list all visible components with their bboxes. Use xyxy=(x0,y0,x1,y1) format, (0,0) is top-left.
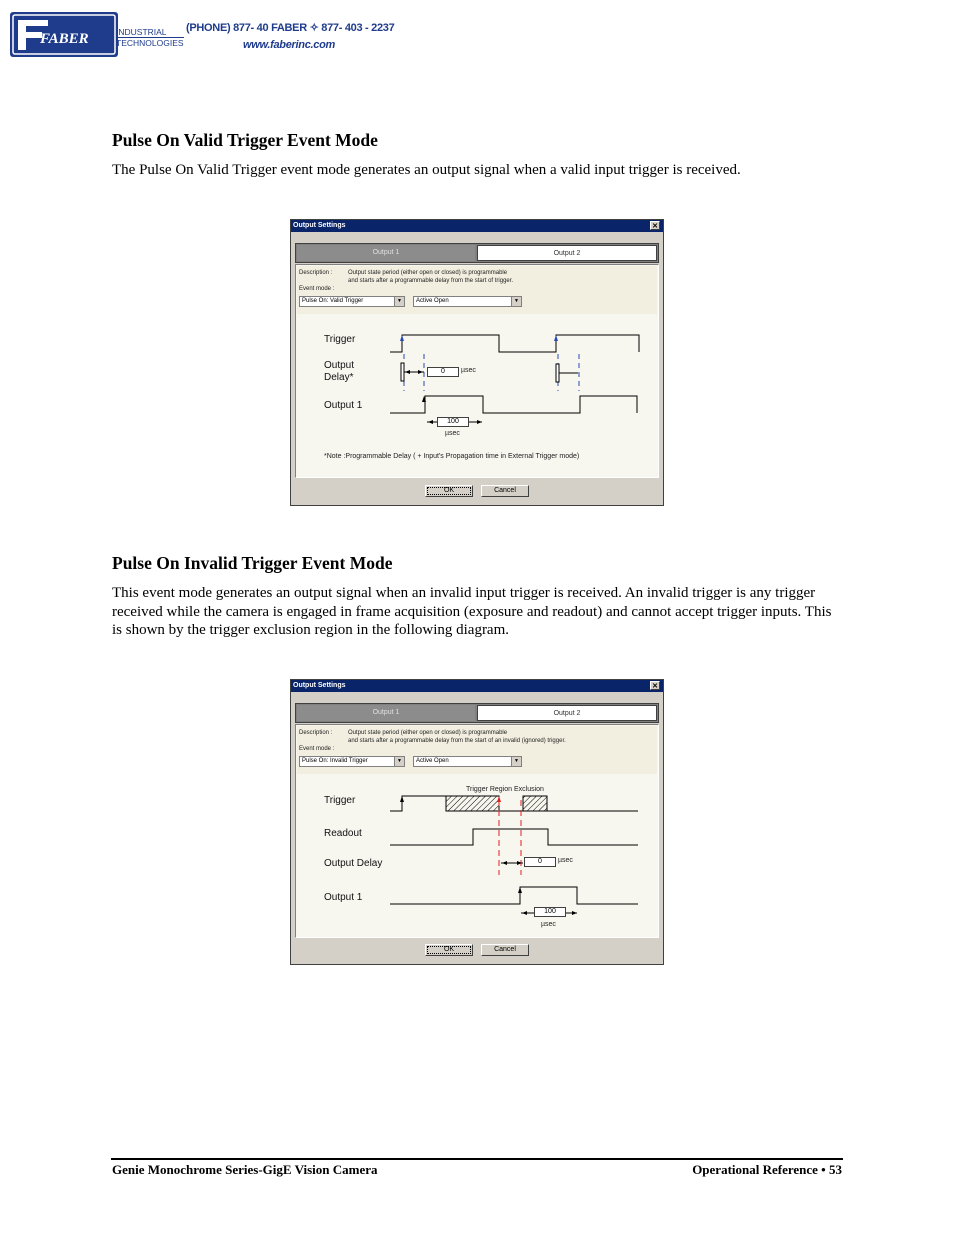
event-mode-select[interactable]: Pulse On: Valid Trigger ▼ xyxy=(299,296,405,307)
cancel-button[interactable]: Cancel xyxy=(481,944,529,956)
section2-body: This event mode generates an output signal when an invalid input trigger is received. An invalid trigger is any trigger received while the camera is engaged in frame acquisition (exposure and readout) and cannot accept trigger inputs. This is shown by the trigger exclusion region in the following diagram. xyxy=(112,585,832,638)
company-name: INDUSTRIAL TECHNOLOGIES xyxy=(116,27,184,48)
delay-unit: µsec xyxy=(461,367,476,374)
event-mode-select[interactable]: Pulse On: Invalid Trigger ▼ xyxy=(299,756,405,767)
settings-pane xyxy=(295,724,659,938)
output-delay-label: Output Delay xyxy=(324,858,383,869)
output-settings-dialog-invalid xyxy=(290,679,664,965)
trigger-label: Trigger xyxy=(324,334,356,345)
website-link[interactable]: www.faberinc.com xyxy=(243,39,335,51)
tab-output-2[interactable]: Output 2 xyxy=(477,705,657,721)
cancel-button[interactable]: Cancel xyxy=(481,485,529,497)
trigger-arrow-icon xyxy=(554,335,558,341)
trigger-arrow-icon xyxy=(400,796,404,802)
close-icon[interactable]: ✕ xyxy=(650,681,660,690)
footer-rule xyxy=(111,1158,843,1160)
output-state-select[interactable]: Active Open ▼ xyxy=(413,296,522,307)
settings-pane xyxy=(295,264,659,478)
pulse-width-unit: µsec xyxy=(445,430,460,437)
close-icon[interactable]: ✕ xyxy=(650,221,660,230)
description-label: Description : xyxy=(299,730,333,736)
description-line-2: and starts after a programmable delay from the start of trigger. xyxy=(348,278,514,284)
trigger-label: Trigger xyxy=(324,795,356,806)
tab-output-1[interactable]: Output 1 xyxy=(297,705,475,721)
delay-unit: µsec xyxy=(558,857,573,864)
chevron-down-icon: ▼ xyxy=(511,297,521,306)
phone-numbers: (PHONE) 877- 40 FABER ✧ 877- 403 - 2237 xyxy=(186,22,395,34)
output-state-select[interactable]: Active Open ▼ xyxy=(413,756,522,767)
footer-document-title: Genie Monochrome Series-GigE Vision Camera xyxy=(112,1162,378,1177)
programmable-delay-note: *Note :Programmable Delay ( + Input's Propagation time in External Trigger mode) xyxy=(324,453,580,460)
trigger-arrow-icon xyxy=(400,335,404,341)
output-tabs xyxy=(295,703,659,723)
description-label: Description : xyxy=(299,270,333,276)
event-mode-label: Event mode : xyxy=(299,746,335,752)
output-delay-label-line-1: Output xyxy=(324,360,355,371)
dialog-titlebar: Output Settings ✕ xyxy=(291,220,663,232)
readout-label: Readout xyxy=(324,828,362,839)
svg-text:FABER: FABER xyxy=(40,31,89,47)
trigger-region-exclusion-label: Trigger Region Exclusion xyxy=(466,786,544,793)
output-settings-dialog-valid xyxy=(290,219,664,506)
faber-logo xyxy=(10,12,118,57)
section1-title: Pulse On Valid Trigger Event Mode xyxy=(112,130,378,150)
output-1-label: Output 1 xyxy=(324,892,363,903)
pulse-width-input[interactable]: 100 xyxy=(437,417,469,427)
event-mode-label: Event mode : xyxy=(299,286,335,292)
chevron-down-icon: ▼ xyxy=(394,757,404,766)
output-delay-label-line-2: Delay* xyxy=(324,372,354,383)
chevron-down-icon: ▼ xyxy=(394,297,404,306)
tab-output-2[interactable]: Output 2 xyxy=(477,245,657,261)
description-line-1: Output state period (either open or closed) is programmable xyxy=(348,270,508,276)
description-line-2: and starts after a programmable delay from the start of an invalid (ignored) trigger. xyxy=(348,738,566,744)
description-line-1: Output state period (either open or closed) is programmable xyxy=(348,730,508,736)
pulse-width-unit: µsec xyxy=(541,921,556,928)
tab-output-1[interactable]: Output 1 xyxy=(297,245,475,261)
section1-body: The Pulse On Valid Trigger event mode generates an output signal when a valid input trigger is received. xyxy=(112,162,741,178)
output-tabs xyxy=(295,243,659,263)
section2-title: Pulse On Invalid Trigger Event Mode xyxy=(112,553,393,573)
ok-button[interactable]: OK xyxy=(425,944,473,956)
timing-diagram-valid xyxy=(296,265,658,477)
footer-page-reference: Operational Reference • 53 xyxy=(692,1162,842,1177)
chevron-down-icon: ▼ xyxy=(511,757,521,766)
output-1-label: Output 1 xyxy=(324,400,363,411)
delay-input[interactable]: 0 xyxy=(427,367,459,377)
pulse-width-input[interactable]: 100 xyxy=(534,907,566,917)
dialog-titlebar: Output Settings ✕ xyxy=(291,680,663,692)
ok-button[interactable]: OK xyxy=(425,485,473,497)
delay-input[interactable]: 0 xyxy=(524,857,556,867)
